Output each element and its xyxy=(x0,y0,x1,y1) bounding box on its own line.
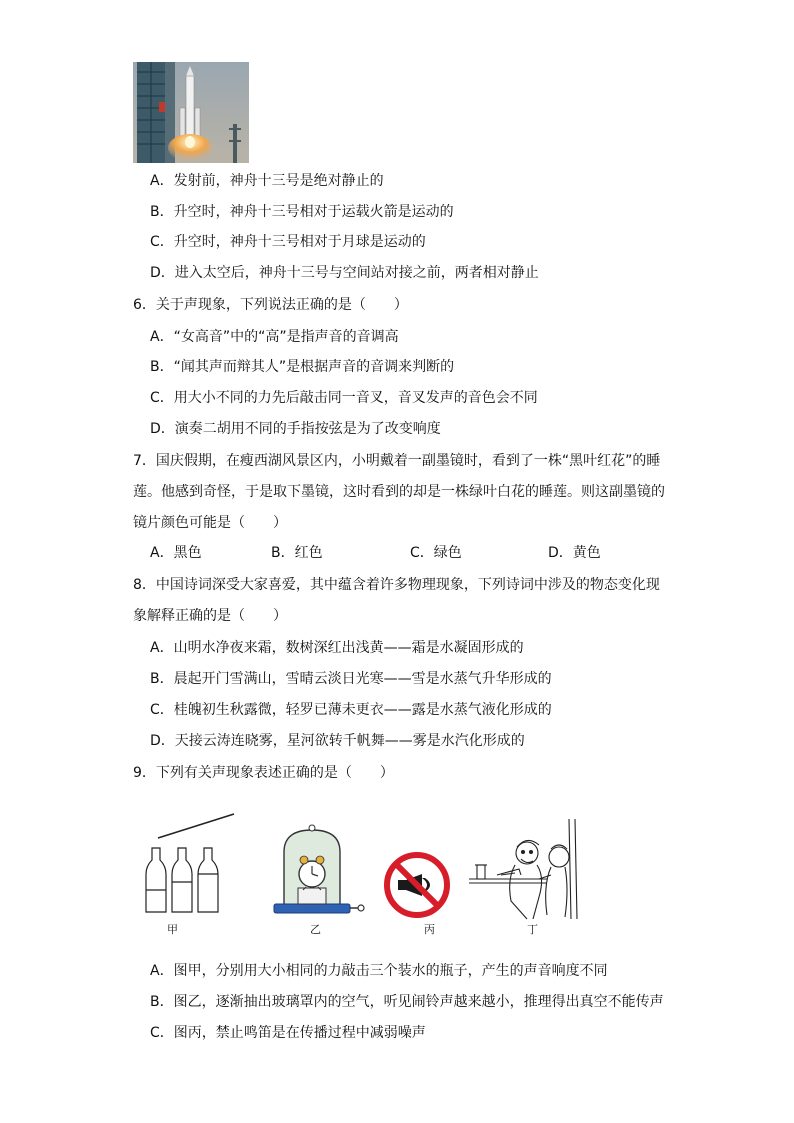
figure-label-jia: 甲 xyxy=(167,923,178,936)
figure-label-ding: 丁 xyxy=(527,923,538,936)
q9-option-a: A．图甲，分别用大小相同的力敲击三个装水的瓶子，产生的声音响度不同 xyxy=(150,963,608,979)
q6-option-d: D．演奏二胡用不同的手指按弦是为了改变响度 xyxy=(150,421,441,437)
q7-option-c: C．绿色 xyxy=(410,545,462,561)
q5-option-d: D．进入太空后，神舟十三号与空间站对接之前，两者相对静止 xyxy=(150,265,539,281)
q9-stem: 9．下列有关声现象表述正确的是（ ） xyxy=(133,765,394,781)
figure-bing-no-horn-sign xyxy=(384,852,450,922)
q7-stem-line-2: 莲。他感到奇怪，于是取下墨镜，这时看到的却是一株绿叶白花的睡莲。则这副墨镜的 xyxy=(133,484,665,500)
q7-option-a: A．黑色 xyxy=(150,545,202,561)
q7-option-b: B．红色 xyxy=(271,545,323,561)
q7-option-d: D．黄色 xyxy=(548,545,601,561)
figure-jia-bottles xyxy=(140,812,240,924)
q7-stem-line-3: 镜片颜色可能是（ ） xyxy=(133,515,287,531)
q8-option-c: C．桂魄初生秋露微，轻罗已薄未更衣——露是水蒸气液化形成的 xyxy=(150,702,552,718)
figure-label-yi: 乙 xyxy=(310,923,321,936)
q5-option-b: B．升空时，神舟十三号相对于运载火箭是运动的 xyxy=(150,204,454,220)
q6-option-c: C．用大小不同的力先后敲击同一音叉，音叉发声的音色会不同 xyxy=(150,390,538,406)
q8-stem-line-2: 象解释正确的是（ ） xyxy=(133,608,287,624)
q5-option-c: C．升空时，神舟十三号相对于月球是运动的 xyxy=(150,234,426,250)
q8-option-a: A．山明水净夜来霜，数树深红出浅黄——霜是水凝固形成的 xyxy=(150,640,524,656)
q8-option-b: B．晨起开门雪满山，雪晴云淡日光寒——雪是水蒸气升华形成的 xyxy=(150,671,552,687)
q5-option-a: A．发射前，神舟十三号是绝对静止的 xyxy=(150,173,384,189)
q7-stem-line-1: 7．国庆假期，在瘦西湖风景区内，小明戴着一副墨镜时，看到了一株“黑叶红花”的睡 xyxy=(133,453,661,469)
q8-stem-line-1: 8．中国诗词深受大家喜爱，其中蕴含着许多物理现象，下列诗词中涉及的物态变化现 xyxy=(133,577,660,593)
figure-label-bing: 丙 xyxy=(424,923,435,936)
figure-ding-illustration xyxy=(467,819,595,927)
q8-option-d: D．天接云涛连晓雾，星河欲转千帆舞——雾是水汽化形成的 xyxy=(150,733,525,749)
q9-option-c: C．图丙，禁止鸣笛是在传播过程中减弱噪声 xyxy=(150,1025,426,1041)
rocket-launch-photo xyxy=(133,62,249,163)
q6-option-a: A．“女高音”中的“高”是指声音的音调高 xyxy=(150,329,399,345)
q6-option-b: B．“闻其声而辩其人”是根据声音的音调来判断的 xyxy=(150,359,455,375)
q6-stem: 6．关于声现象，下列说法正确的是（ ） xyxy=(133,297,408,313)
figure-yi-bell-jar xyxy=(272,822,368,924)
q9-option-b: B．图乙，逐渐抽出玻璃罩内的空气，听见闹铃声越来越小，推理得出真空不能传声 xyxy=(150,994,664,1010)
